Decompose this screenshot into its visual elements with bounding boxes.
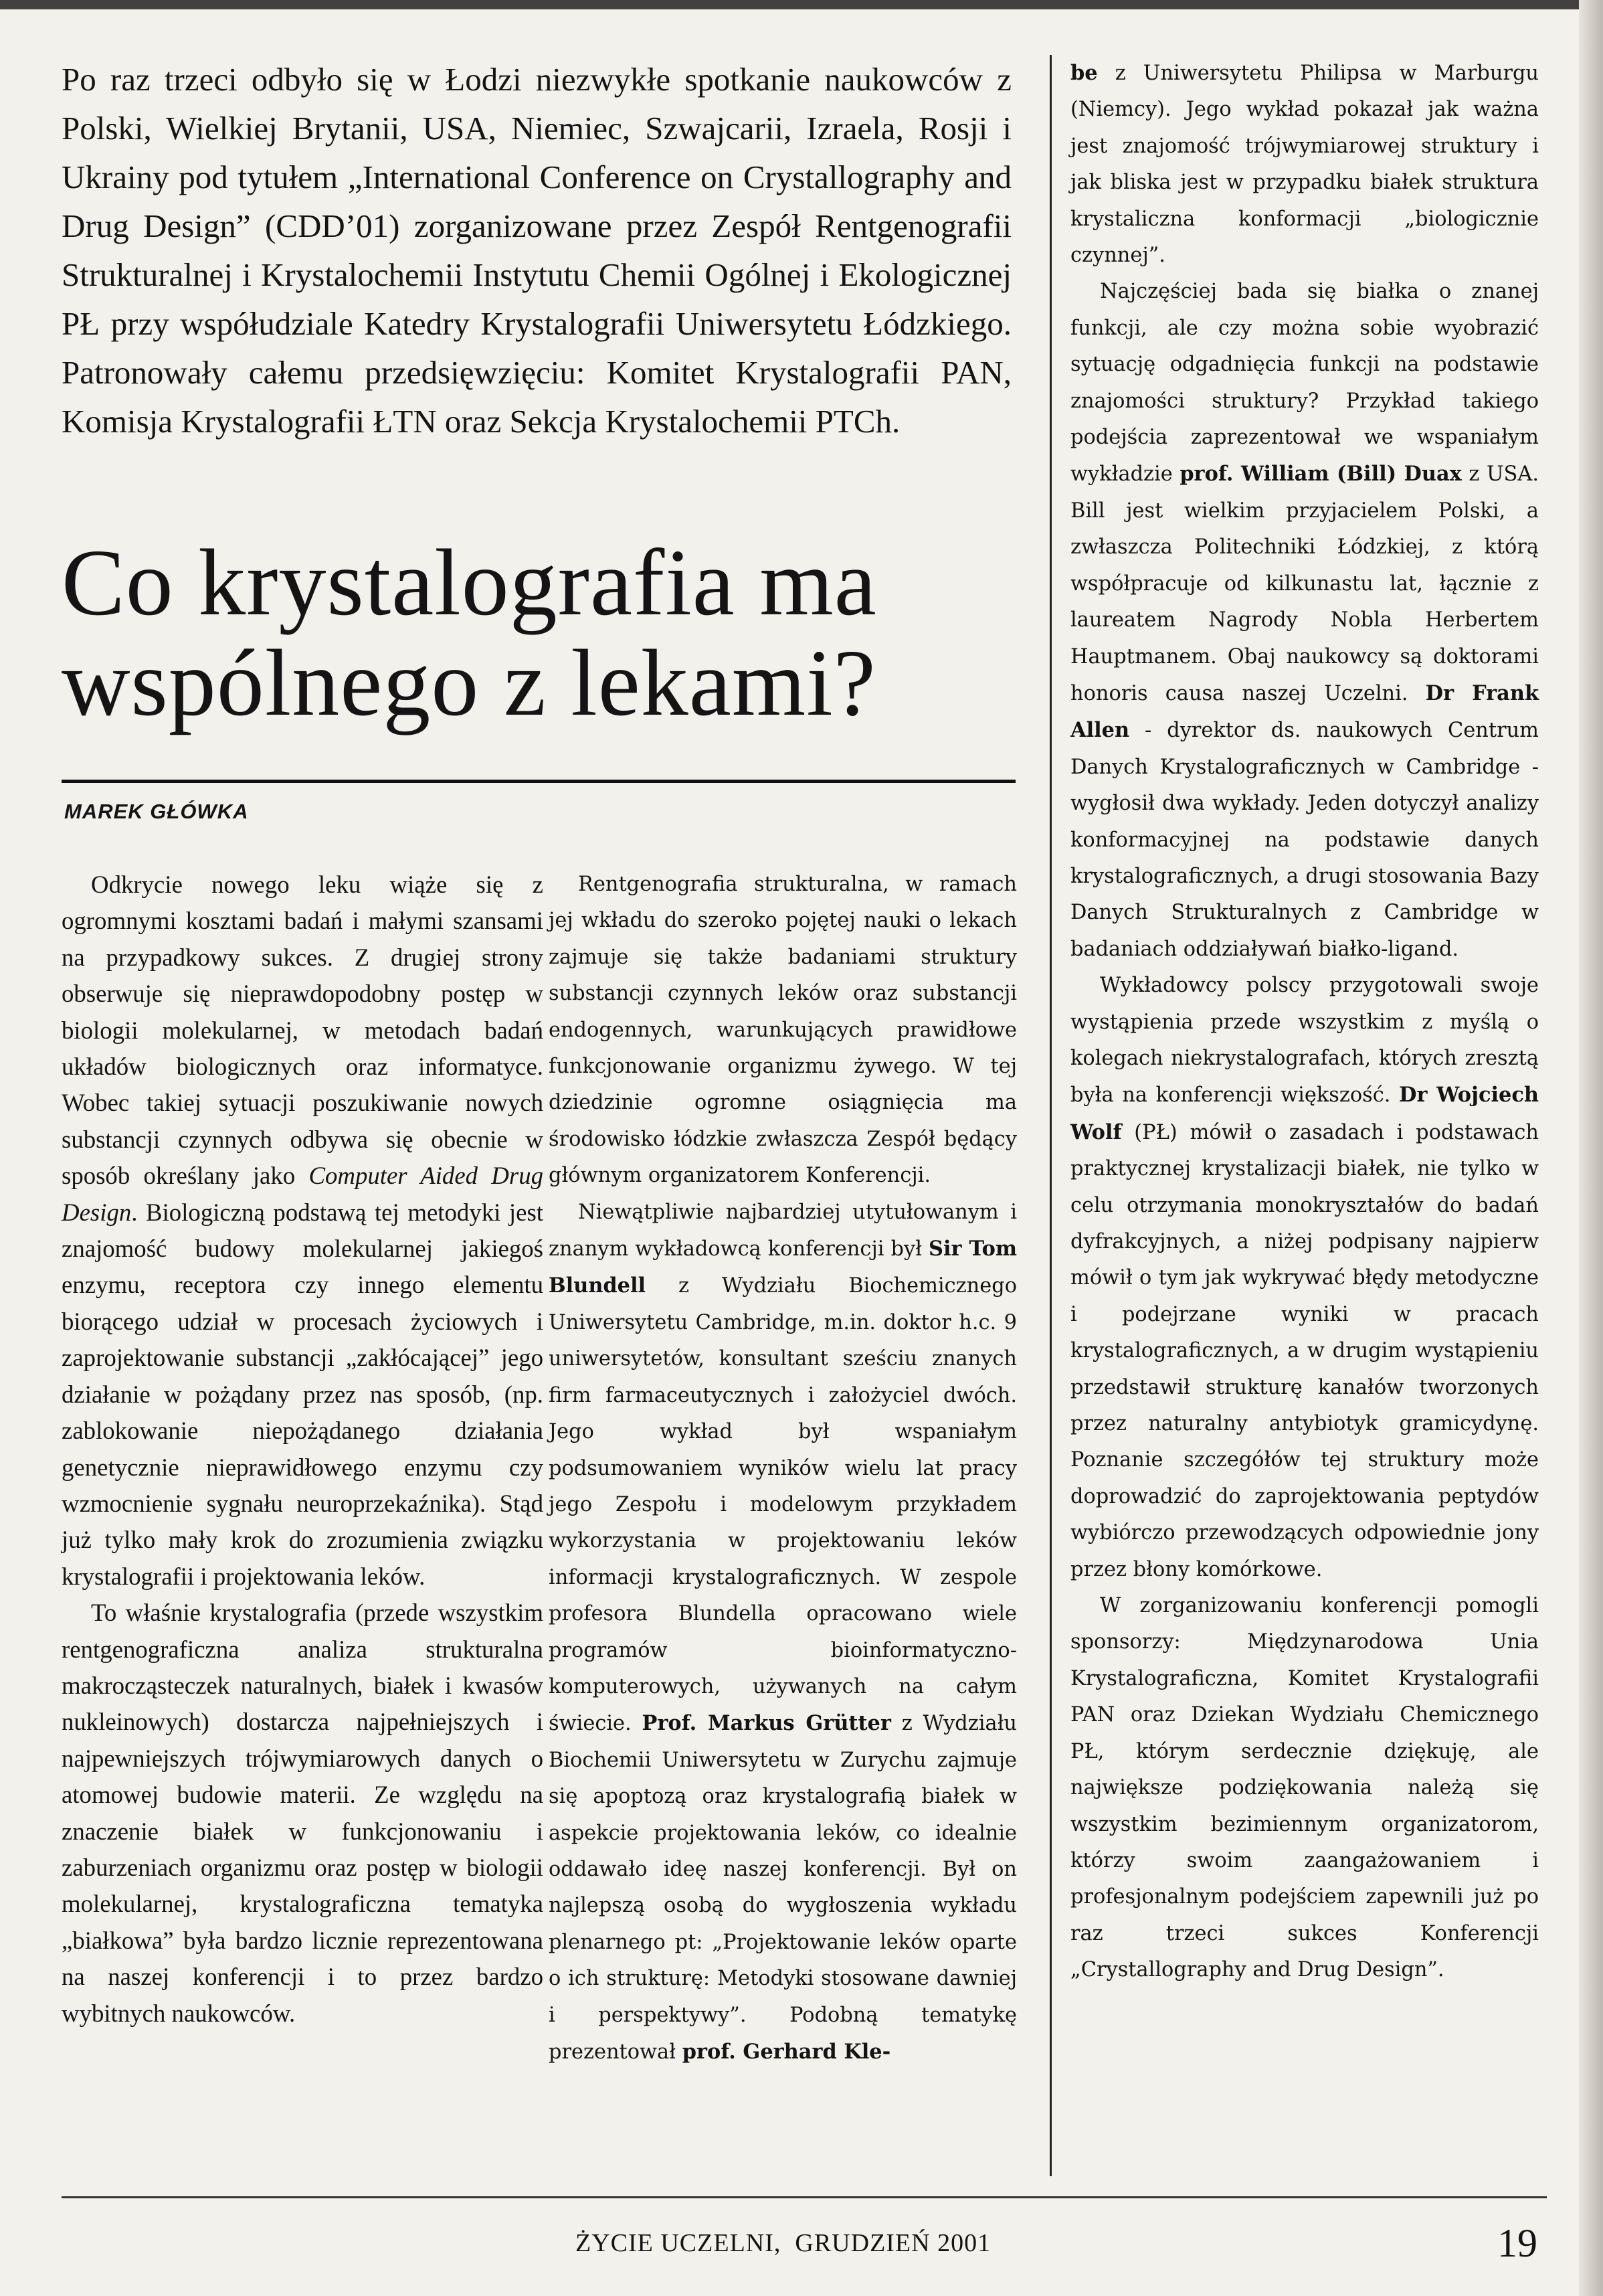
col1-paragraph-1 <box>62 867 543 1595</box>
page-footer <box>575 2228 991 2258</box>
headline-line-2: wspólnego z lekami? <box>62 630 876 735</box>
footer-rule <box>62 2196 1547 2198</box>
column-rule-bottom <box>1050 845 1052 2176</box>
col3-bold-be: be <box>1070 61 1098 85</box>
col3-paragraph-1 <box>1070 274 1539 968</box>
col1-p1-end: . Biologiczną podstawą tej metodyki jest znajomość budowy molekularnej jakiegoś enzymu, receptora czy innego elementu biorącego udział w procesach życiowych i zaprojektowanie substancji „zakłócającej” jego działanie w pożądany przez nas sposób, (np. zablokowanie niepożądanego działania genetycznie nieprawidłowego enzymu czy wzmocnienie sygnału neuroprzekaźnika). Stąd już tylko mały krok do zrozumienia związku krystalografii i projektowania leków. <box>62 1198 543 1590</box>
col2-bold-klebe: prof. Gerhard Kle- <box>682 2040 891 2064</box>
scan-edge-right <box>1579 0 1603 2296</box>
col2-bold-blundell: Sir Tom Blundell <box>549 1237 1017 1298</box>
col1-paragraph-2: To właśnie krystalografia (przede wszystkim rentgenograficzna analiza strukturalna makrocząsteczek naturalnych, białek i kwasów nukleinowych) dostarcza najpełniejszych i najpewniejszych trójwymiarowych danych o atomowej budowie materii. Ze względu na znaczenie białek w funkcjonowaniu i zaburzeniach organizmu oraz postęp w biologii molekularnej, krystalograficzna tematyka „białkowa” była bardzo licznie reprezentowana na naszej konferencji i to przez bardzo wybitnych naukowców. <box>62 1599 543 2027</box>
headline-line-1: Co krystalografia ma <box>62 529 877 635</box>
col2-bold-grutter: Prof. Markus Grütter <box>642 1711 891 1736</box>
col3-p0-text: z Uniwersytetu Philipsa w Marburgu (Niemcy). Jego wykład pokazał jak ważna jest znajomość trójwymiarowej struktury i jak bliska jest w przypadku białek struktura krystaliczna konformacji „biologicznie czynnej”. <box>1070 62 1539 268</box>
headline-rule <box>62 780 1016 783</box>
col3-bold-allen: Dr Frank Allen <box>1070 681 1539 743</box>
col2-paragraph-2 <box>549 1195 1017 2071</box>
col3-p2-text: Wykładowcy polscy przygotowali swoje wystąpienia przede wszystkim z myślą o kolegach niekrystalografach, których zresztą była na konferencji większość. <box>1070 974 1539 1108</box>
col1-p1-text: Odkrycie nowego leku wiąże się z ogromnymi kosztami badań i małymi szansami na przypadkowy sukces. Z drugiej strony obserwuje się nieprawdopodobny postęp w biologii molekularnej, w metodach badań układów biologicznych oraz informatyce. Wobec takiej sytuacji poszukiwanie nowych substancji czynnych odbywa się obecnie w sposób określany jako <box>62 871 543 1190</box>
lead-paragraph <box>62 55 1012 446</box>
col2-p2-c: z Wydziału Biochemicznego Uniwersytetu Cambridge, m.in. doktor h.c. 9 uniwersytetów, konsultant sześciu znanych firm farmaceutycznych i założyciel dwóch. Jego wykład był wspaniałym podsumowaniem wyników wielu lat pracy jego Zespołu i modelowym przykładem wykorzystania w projektowaniu leków informacji krystalograficznych. W zespole profesora Blundella opracowano wiele programów bioinformatyczno-komputerowych, używanych na całym świecie. <box>549 1274 1017 1736</box>
col1-p1-italic: Computer Aided Drug Design <box>62 1162 543 1226</box>
col3-bold-wolf: Dr Wojciech Wolf <box>1070 1083 1539 1144</box>
column-1 <box>62 867 543 2032</box>
article-headline <box>62 529 1025 735</box>
scan-edge-top <box>0 0 1603 9</box>
col3-bold-duax: prof. William (Bill) Duax <box>1180 462 1462 487</box>
col2-p2-d: z Wydziału Biochemii Uniwersytetu w Zurychu zajmuje się apoptozą oraz krystalografią białek w aspekcie projektowania leków, co idealnie oddawało ideę naszej konferencji. Był on najlepszą osobą do wygłoszenia wykładu plenarnego pt: „Projektowanie leków oparte o ich strukturę: Metodyki stosowane dawniej i perspektywy”. Podobną tematykę prezentował <box>549 1712 1017 2064</box>
col3-p2-c: (PŁ) mówił o zasadach i podstawach praktycznej krystalizacji białek, nie tylko w celu otrzymania monokryształów do badań dyfrakcyjnych, a niżej podpisany najpierw mówił o tym jak wykrywać błędy metodyczne i podejrzane wyniki w pracach krystalograficznych, a w drugim wystąpieniu przedstawił strukturę kanałów tworzonych przez naturalny antybiotyk gramicydynę. Poznanie szczegółów tej struktury może doprowadzić do zaprojektowania peptydów wybiórczo przewodzących odpowiednie jony przez błony komórkowe. <box>1070 1120 1539 1581</box>
lead-text: Po raz trzeci odbyło się w Łodzi niezwykłe spotkanie naukowców z Polski, Wielkiej Brytanii, USA, Niemiec, Szwajcarii, Izraela, Rosji i Ukrainy pod tytułem „International Conference on Crystallography and Drug Design” (CDD’01) zorganizowane przez Zespół Rentgenografii Strukturalnej i Krystalochemii Instytutu Chemii Ogólnej i Ekologicznej PŁ przy współudziale Katedry Krystalografii Uniwersytetu Łódzkiego. Patronowały całemu przedsięwzięciu: Komitet Krystalografii PAN, Komisja Krystalografii ŁTN oraz Sekcja Krystalochemii PTCh. <box>62 61 1012 440</box>
page-number: 19 <box>1497 2221 1537 2265</box>
column-2 <box>549 867 1017 2070</box>
column-rule-top <box>1050 55 1052 845</box>
author-byline: MAREK GŁÓWKA <box>64 800 249 823</box>
col2-p2-a: Niewątpliwie najbardziej utytułowanym i znanym wykładowcą konferencji był <box>549 1200 1017 1261</box>
col3-p1-c: z USA. Bill jest wielkim przyjacielem Polski, a zwłaszcza Politechniki Łódzkiej, z którą współpracuje od kilkunastu lat, łącznie z laureatem Nagrody Nobla Herbertem Hauptmanem. Obaj naukowcy są doktorami honoris causa naszej Uczelni. <box>1070 462 1539 705</box>
footer-publication: ŻYCIE UCZELNI, <box>575 2229 781 2257</box>
col3-p1-text: Najczęściej bada się białka o znanej funkcji, ale czy można sobie wyobrazić sytuację odgadnięcia funkcji na podstawie znajomości struktury? Przykład takiego podejścia zaprezentował we wspaniałym wykładzie <box>1070 280 1539 487</box>
column-3 <box>1070 55 1539 1989</box>
footer-date: GRUDZIEŃ 2001 <box>795 2229 992 2257</box>
col3-paragraph-2 <box>1070 968 1539 1588</box>
col3-paragraph-0 <box>1070 55 1539 274</box>
col3-paragraph-3: W zorganizowaniu konferencji pomogli sponsorzy: Międzynarodowa Unia Krystalograficzna, Komitet Krystalografii PAN oraz Dziekan Wydziału Chemicznego PŁ, którym serdecznie dziękuję, ale największe podziękowania należą się wszystkim bezimiennym organizatorom, którzy swoim zaangażowaniem i profesjonalnym podejściem zapewnili już po raz trzeci sukces Konferencji „Crystallography and Drug Design”. <box>1070 1594 1539 1982</box>
col2-paragraph-1: Rentgenografia strukturalna, w ramach jej wkładu do szeroko pojętej nauki o lekach zajmuje się także badaniami struktury substancji czynnych leków oraz substancji endogennych, warunkujących prawidłowe funkcjonowanie organizmu żywego. W tej dziedzinie ogromne osiągnięcia ma środowisko łódzkie zwłaszcza Zespół będący głównym organizatorem Konferencji. <box>549 873 1017 1188</box>
col3-p1-d: - dyrektor ds. naukowych Centrum Danych Krystalograficznych w Cambridge - wygłosił dwa wykłady. Jeden dotyczył analizy konformacyjnej na podstawie danych krystalograficznych, a drugi stosowania Bazy Danych Strukturalnych z Cambridge w badaniach oddziaływań białko-ligand. <box>1070 719 1539 961</box>
